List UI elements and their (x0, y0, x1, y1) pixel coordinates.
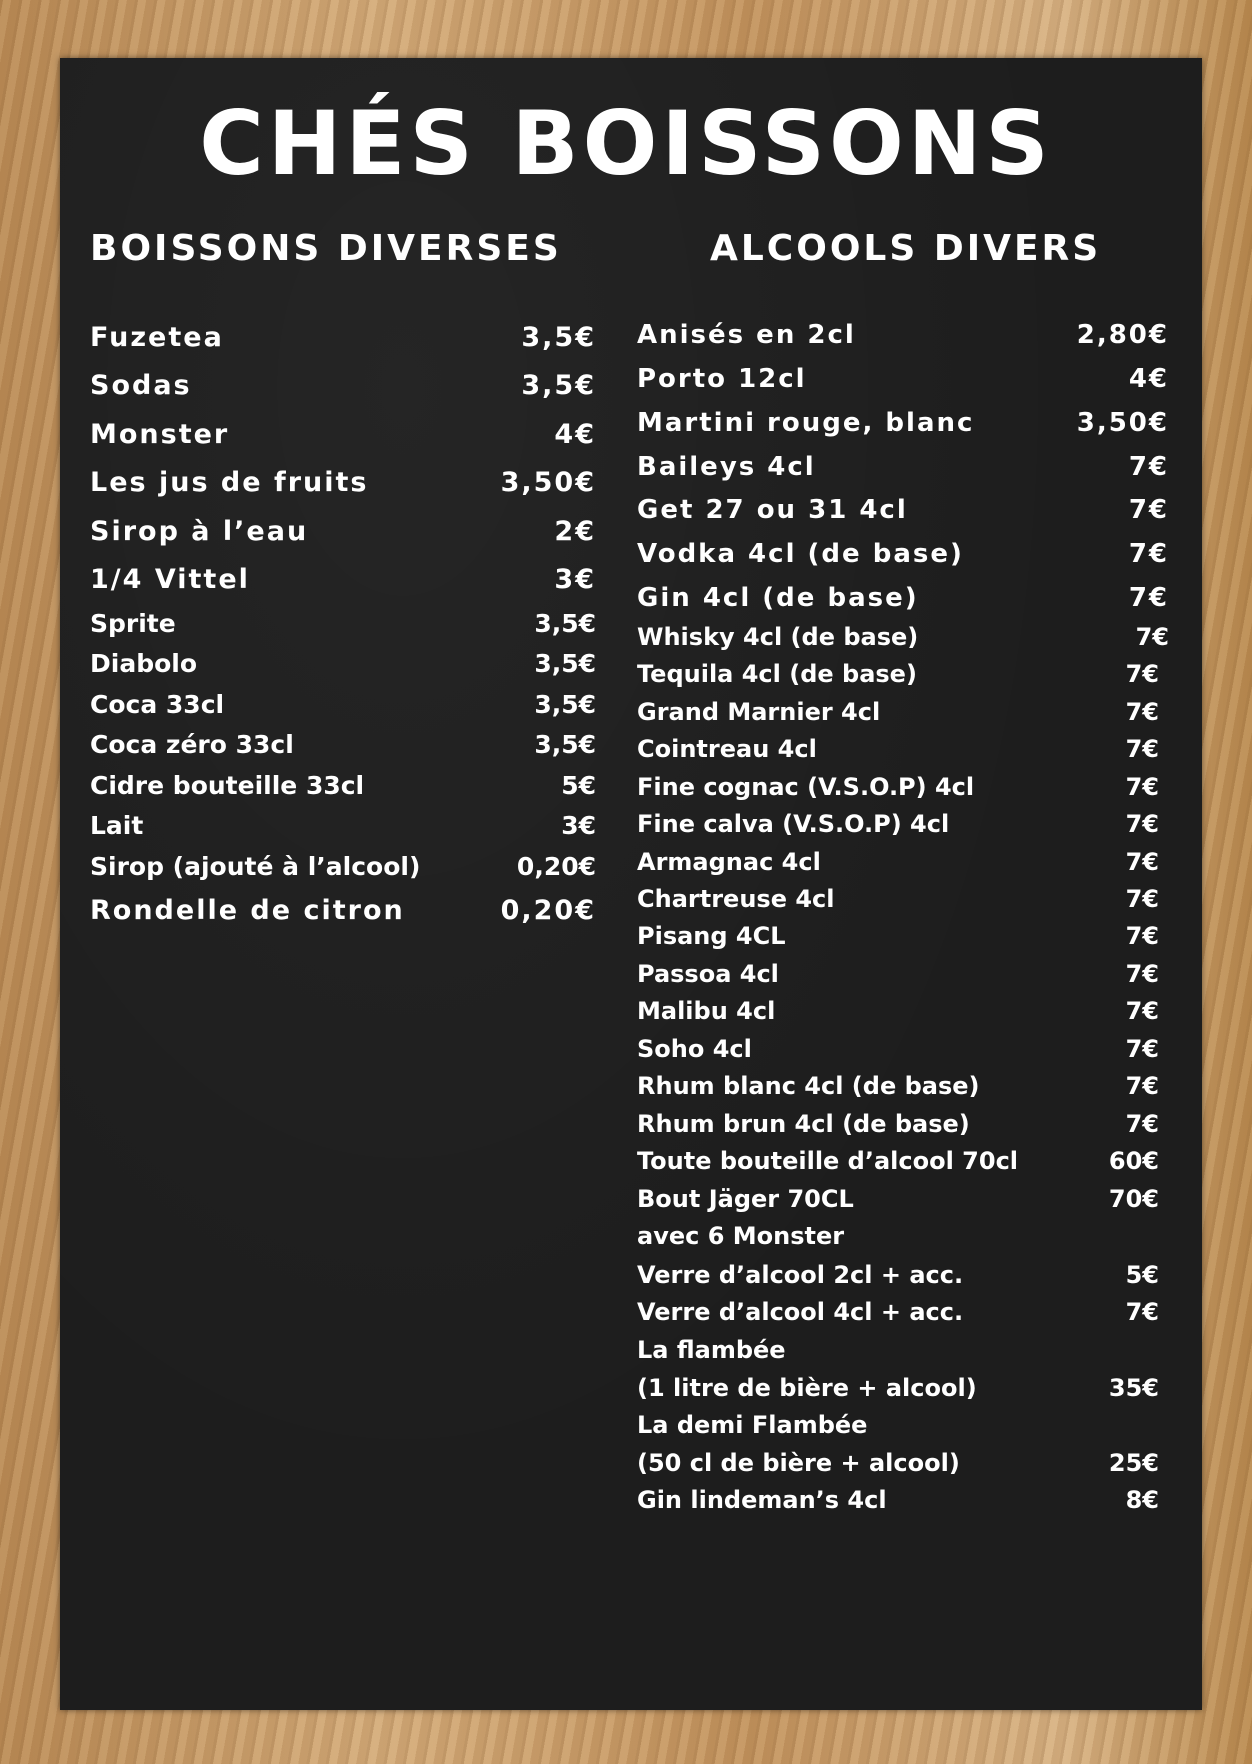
item-price: 3,5€ (534, 730, 596, 759)
menu-item (90, 690, 596, 721)
menu-item (637, 583, 1169, 615)
menu-item (637, 408, 1169, 440)
item-name: La flambée (637, 1336, 786, 1364)
menu-item (637, 1261, 1159, 1291)
item-price: 0,20€ (500, 895, 596, 926)
menu-item (637, 848, 1159, 878)
item-price: 7€ (1125, 922, 1159, 950)
menu-item (637, 1147, 1159, 1177)
item-price: 3,50€ (1076, 408, 1169, 438)
item-price: 3,50€ (500, 467, 596, 498)
item-price: 3,5€ (521, 322, 596, 353)
item-price: 7€ (1125, 1298, 1159, 1326)
menu-item (637, 1110, 1159, 1140)
menu-item (637, 1298, 1159, 1328)
item-name: Verre d’alcool 4cl + acc. (637, 1298, 964, 1326)
item-price: 7€ (1135, 623, 1169, 651)
menu-item (637, 364, 1169, 396)
item-price: 4€ (554, 419, 596, 450)
item-name: Pisang 4CL (637, 922, 786, 950)
item-price: 7€ (1125, 1072, 1159, 1100)
item-name: Diabolo (90, 649, 198, 678)
item-price: 25€ (1108, 1449, 1159, 1477)
item-name: Vodka 4cl (de base) (637, 539, 964, 569)
menu-title: CHÉS BOISSONS (199, 92, 1053, 195)
item-name: Verre d’alcool 2cl + acc. (637, 1261, 964, 1289)
menu-item (637, 1222, 1159, 1252)
item-name: Martini rouge, blanc (637, 408, 975, 438)
item-price: 7€ (1125, 997, 1159, 1025)
item-price: 3,5€ (521, 370, 596, 401)
item-price: 7€ (1125, 960, 1159, 988)
item-name: (1 litre de bière + alcool) (637, 1374, 977, 1402)
item-name: Bout Jäger 70CL (637, 1185, 854, 1213)
item-name: Coca 33cl (90, 690, 225, 719)
item-price: 3,5€ (534, 609, 596, 638)
menu-item (637, 1072, 1159, 1102)
item-price: 7€ (1128, 495, 1169, 525)
menu-item (637, 773, 1159, 803)
item-price: 7€ (1128, 452, 1169, 482)
item-price: 4€ (1128, 364, 1169, 394)
item-price: 7€ (1125, 698, 1159, 726)
item-name: Sirop à l’eau (90, 516, 309, 547)
item-name: Tequila 4cl (de base) (637, 660, 917, 688)
menu-item (90, 895, 596, 928)
item-price: 7€ (1125, 810, 1159, 838)
item-price: 5€ (561, 771, 596, 800)
item-name: (50 cl de bière + alcool) (637, 1449, 960, 1477)
item-price: 7€ (1125, 660, 1159, 688)
item-name: Baileys 4cl (637, 452, 816, 482)
item-price: 5€ (1125, 1261, 1159, 1289)
item-name: Soho 4cl (637, 1035, 752, 1063)
item-price: 7€ (1125, 735, 1159, 763)
menu-item (90, 564, 596, 597)
menu-item (637, 1374, 1159, 1404)
heading-boissons-diverses: BOISSONS DIVERSES (90, 228, 562, 269)
menu-item (637, 997, 1159, 1027)
item-name: Fine cognac (V.S.O.P) 4cl (637, 773, 975, 801)
item-price: 0,20€ (516, 852, 596, 881)
item-name: Rondelle de citron (90, 895, 405, 926)
menu-item (90, 811, 596, 842)
menu-item (90, 771, 596, 802)
menu-item (637, 539, 1169, 571)
item-name: avec 6 Monster (637, 1222, 845, 1250)
menu-item (637, 885, 1159, 915)
item-name: Get 27 ou 31 4cl (637, 495, 908, 525)
menu-item (637, 495, 1169, 527)
menu-item (637, 735, 1159, 765)
item-name: Les jus de fruits (90, 467, 369, 498)
item-name: Monster (90, 419, 230, 450)
menu-item (637, 623, 1169, 653)
item-name: Anisés en 2cl (637, 320, 856, 350)
item-name: Lait (90, 811, 144, 840)
item-name: Armagnac 4cl (637, 848, 821, 876)
item-price: 3€ (554, 564, 596, 595)
item-price: 8€ (1125, 1486, 1159, 1514)
item-price: 2,80€ (1076, 320, 1169, 350)
item-price: 7€ (1125, 848, 1159, 876)
item-name: Fuzetea (90, 322, 224, 353)
menu-item (90, 419, 596, 452)
item-name: Rhum brun 4cl (de base) (637, 1110, 970, 1138)
menu-item (637, 1486, 1159, 1516)
item-price: 70€ (1108, 1185, 1159, 1213)
menu-item (90, 852, 596, 883)
item-name: Grand Marnier 4cl (637, 698, 881, 726)
item-name: La demi Flambée (637, 1411, 868, 1439)
menu-item (637, 320, 1169, 352)
item-price: 7€ (1125, 1110, 1159, 1138)
item-name: Sirop (ajouté à l’alcool) (90, 852, 421, 881)
menu-item (90, 730, 596, 761)
item-name: Gin lindeman’s 4cl (637, 1486, 887, 1514)
menu-item (637, 1449, 1159, 1479)
item-name: Fine calva (V.S.O.P) 4cl (637, 810, 950, 838)
item-name: Cointreau 4cl (637, 735, 817, 763)
item-name: Porto 12cl (637, 364, 807, 394)
item-price: 60€ (1108, 1147, 1159, 1175)
item-name: Coca zéro 33cl (90, 730, 294, 759)
menu-item (637, 922, 1159, 952)
heading-alcools-divers: ALCOOLS DIVERS (710, 228, 1102, 269)
menu-item (637, 660, 1159, 690)
item-price: 7€ (1125, 1035, 1159, 1063)
item-price: 3,5€ (534, 649, 596, 678)
item-price: 7€ (1128, 583, 1169, 613)
item-name: Whisky 4cl (de base) (637, 623, 919, 651)
item-name: Gin 4cl (de base) (637, 583, 919, 613)
item-price: 35€ (1108, 1374, 1159, 1402)
menu-item (637, 1185, 1159, 1215)
item-name: Malibu 4cl (637, 997, 776, 1025)
menu-item (637, 698, 1159, 728)
item-name: Sprite (90, 609, 176, 638)
menu-item (637, 810, 1159, 840)
menu-item (90, 370, 596, 403)
item-name: Toute bouteille d’alcool 70cl (637, 1147, 1019, 1175)
menu-item (637, 452, 1169, 484)
item-name: Passoa 4cl (637, 960, 779, 988)
menu-item (90, 516, 596, 549)
item-price: 2€ (554, 516, 596, 547)
menu-item (637, 1336, 1159, 1366)
menu-item (90, 609, 596, 640)
menu-item (637, 1411, 1159, 1441)
item-name: 1/4 Vittel (90, 564, 250, 595)
menu-item (637, 960, 1159, 990)
item-name: Cidre bouteille 33cl (90, 771, 365, 800)
menu-item (90, 322, 596, 355)
item-name: Sodas (90, 370, 192, 401)
menu-item (90, 467, 596, 500)
item-price: 3€ (561, 811, 596, 840)
item-price: 7€ (1125, 773, 1159, 801)
menu-item (90, 649, 596, 680)
item-price: 7€ (1125, 885, 1159, 913)
item-price: 7€ (1128, 539, 1169, 569)
item-price: 3,5€ (534, 690, 596, 719)
item-name: Rhum blanc 4cl (de base) (637, 1072, 980, 1100)
menu-item (637, 1035, 1159, 1065)
item-name: Chartreuse 4cl (637, 885, 835, 913)
